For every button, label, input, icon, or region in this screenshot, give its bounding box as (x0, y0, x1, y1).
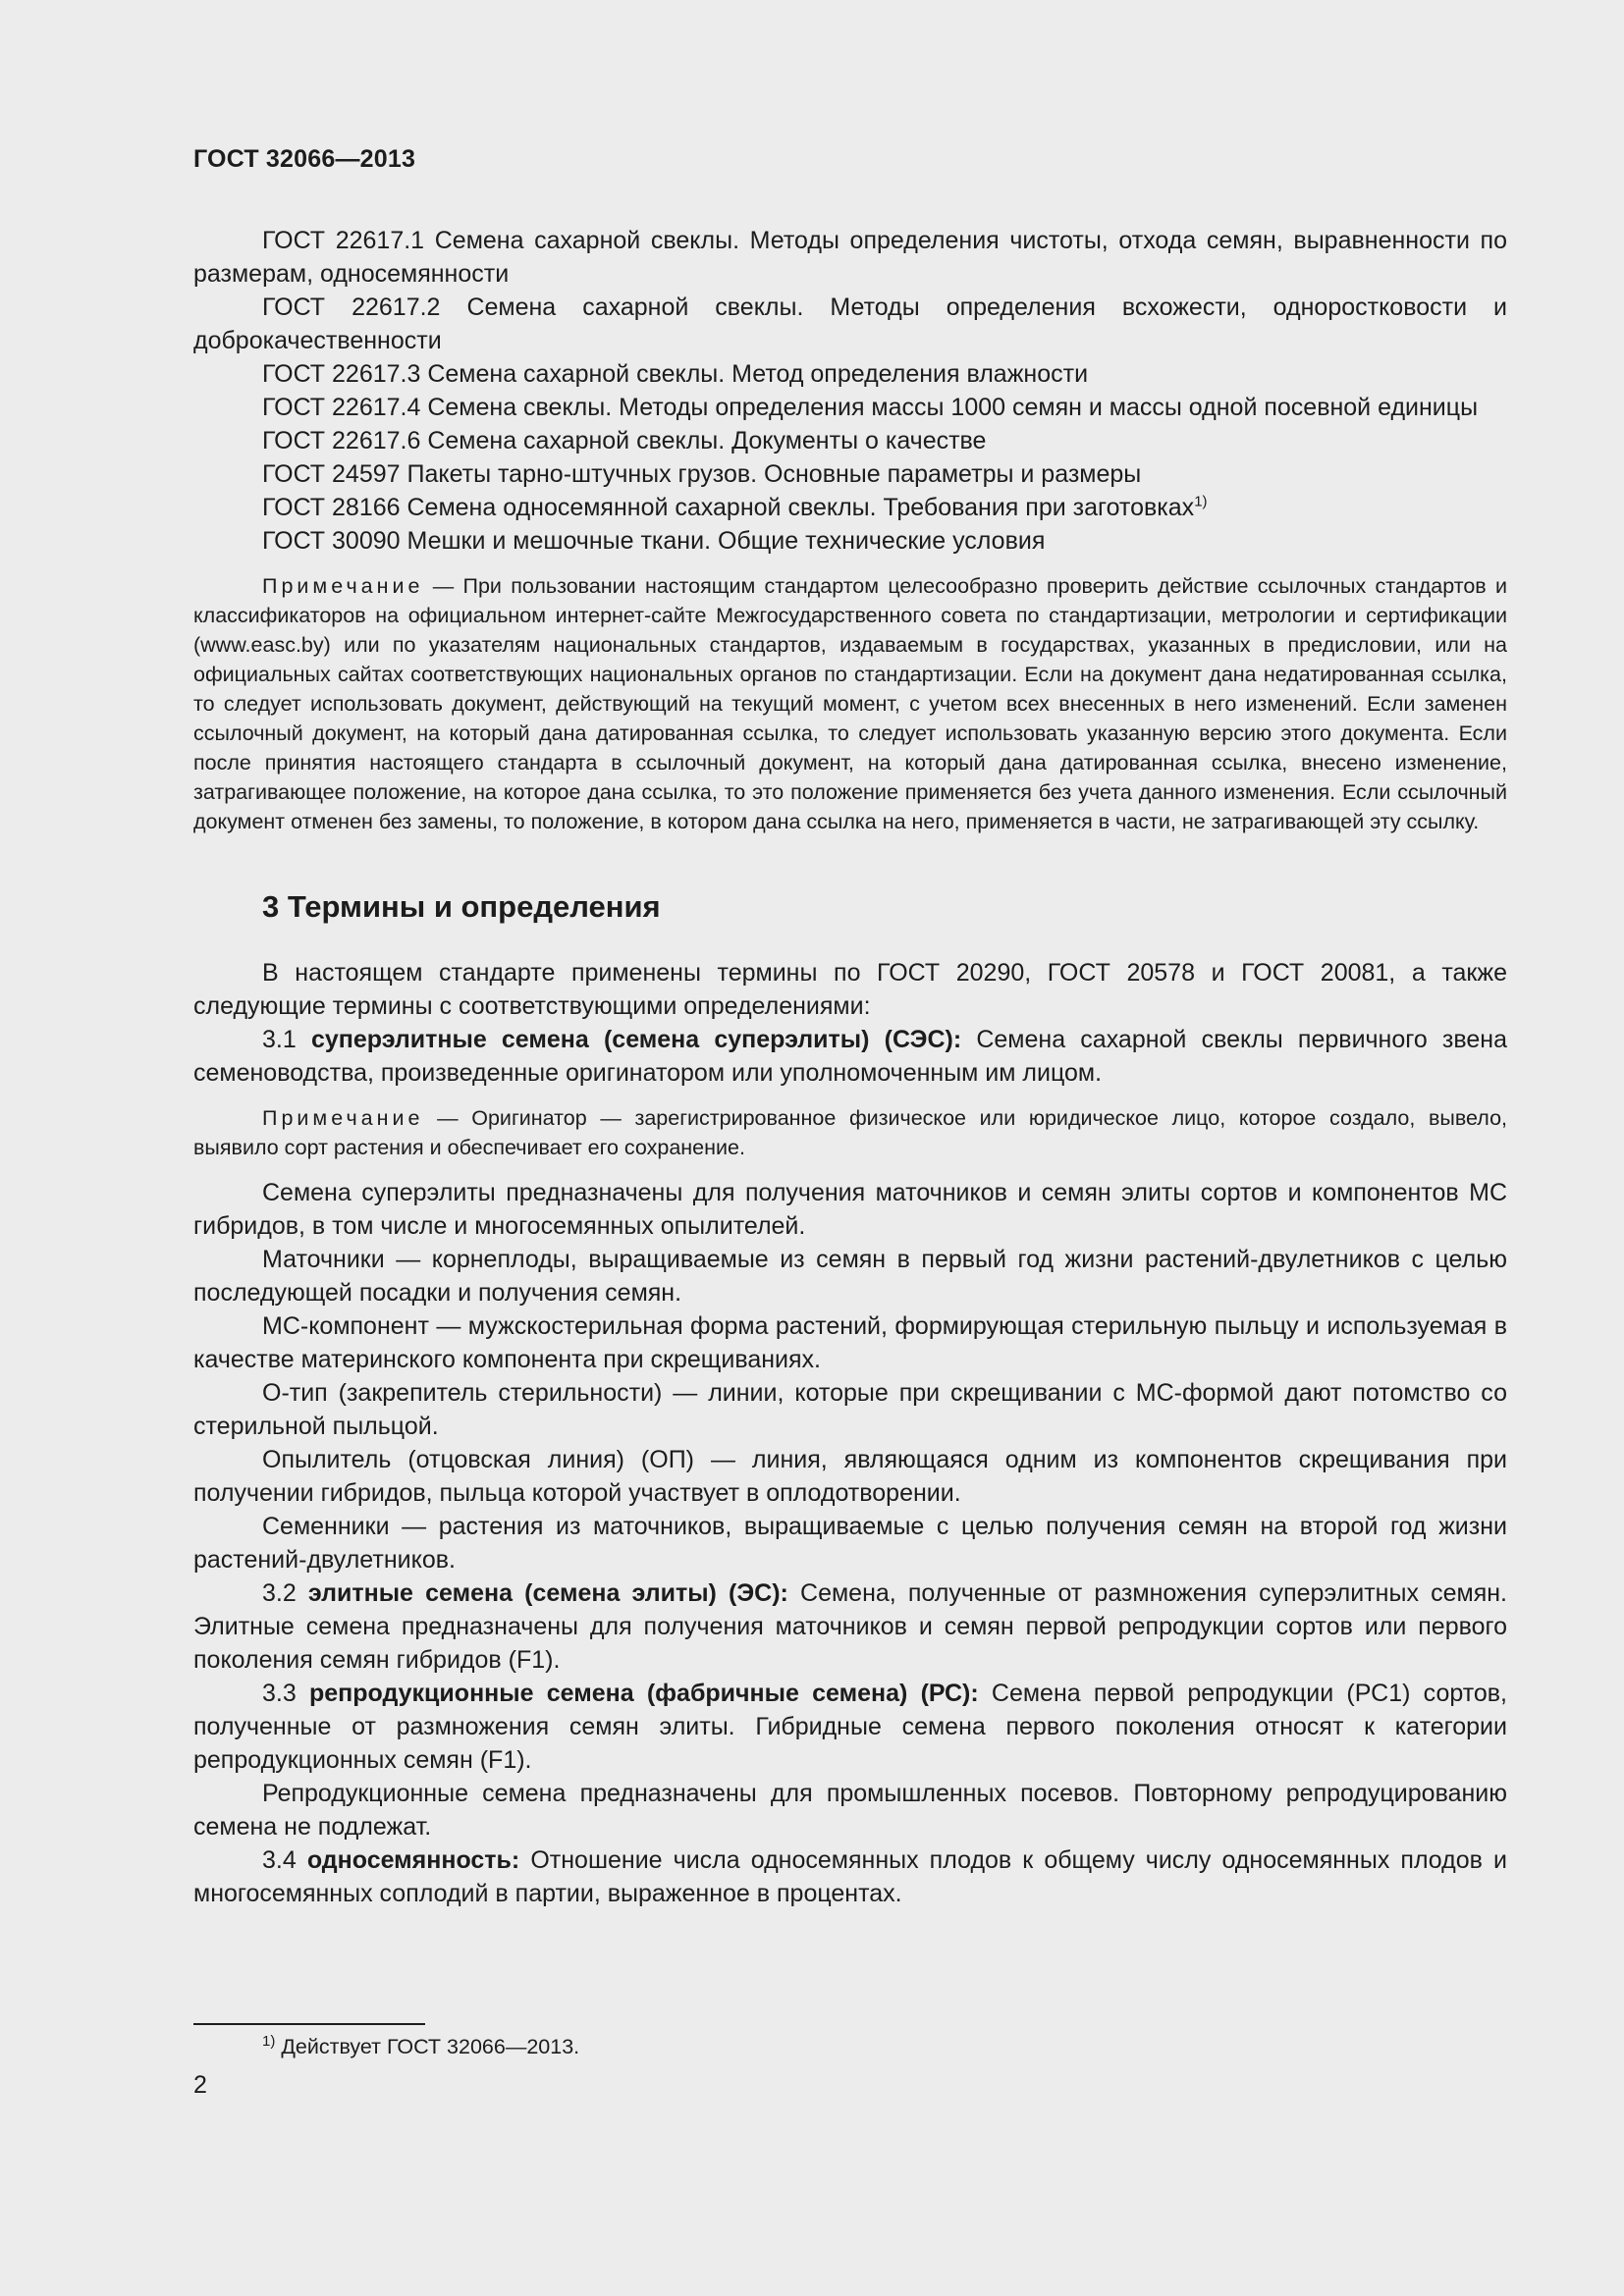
paragraph: О-тип (закрепитель стерильности) — линии, которые при скрещивании с МС-формой дают потомство со стерильной пыльцой. (193, 1379, 1507, 1440)
paragraph: Семена суперэлиты предназначены для получения маточников и семян элиты сортов и компонентов МС гибридов, в том числе и многосемянных опылителей. (193, 1179, 1507, 1240)
paragraph: Маточники — корнеплоды, выращиваемые из семян в первый год жизни растений-двулетников с целью последующей посадки и получения семян. (193, 1246, 1507, 1307)
term-definition: Отношение числа односемянных плодов к общему числу односемянных плодов и многосемянных соплодий в партии, выраженное в процентах. (193, 1846, 1507, 1907)
footnote-mark: 1) (262, 2032, 276, 2050)
footnote-mark: 1) (1194, 493, 1208, 510)
reference-item: ГОСТ 22617.6 Семена сахарной свеклы. Документы о качестве (262, 427, 987, 454)
term-3-1 (193, 1023, 1507, 1090)
note-originator (193, 1103, 1507, 1162)
term-definition: Семена, полученные от размножения суперэлитных семян. Элитные семена предназначены для получения маточников и семян первой репродукции сортов или первого поколения семян гибридов (F1). (193, 1579, 1507, 1674)
reference-item: ГОСТ 24597 Пакеты тарно-штучных грузов. Основные параметры и размеры (262, 460, 1142, 488)
note-text: При пользовании настоящим стандартом целесообразно проверить действие ссылочных стандартов и классификаторов на официальном интернет-сайте Межгосударственного совета по стандартизации, метрологии и сертификации (www.easc.by) или по указателям национальных стандартов, издаваемым в государствах, указанных в предисловии, или на официальных сайтах соответствующих национальных органов по стандартизации. Если на документ дана недатированная ссылка, то следует использовать документ, действующий на текущий момент, с учетом всех внесенных в него изменений. Если заменен ссылочный документ, на который дана датированная ссылка, то следует использовать указанную версию этого документа. Если после принятия настоящего стандарта в ссылочный документ, на который дана датированная ссылка, внесено изменение, затрагивающее положение, на которое дана ссылка, то это положение применяется без учета данного изменения. Если ссылочный документ отменен без замены, то положение, в котором дана ссылка на него, применяется в части, не затрагивающей эту ссылку. (193, 574, 1507, 833)
paragraph: Семенники — растения из маточников, выращиваемые с целью получения семян на второй год жизни растений-двулетников. (193, 1513, 1507, 1574)
term-3-3 (193, 1677, 1507, 1777)
reference-item: ГОСТ 22617.1 Семена сахарной свеклы. Методы определения чистоты, отхода семян, выравненности по размерам, односемянности (193, 227, 1507, 288)
term-name: односемянность: (306, 1846, 520, 1874)
reference-item: ГОСТ 22617.4 Семена свеклы. Методы определения массы 1000 семян и массы одной посевной единицы (262, 394, 1479, 421)
note-text: Оригинатор — зарегистрированное физическое или юридическое лицо, которое создало, вывело, выявило сорт растения и обеспечивает его сохранение. (193, 1106, 1507, 1159)
page-number: 2 (193, 2071, 207, 2099)
note-references (193, 571, 1507, 836)
term-definition: Семена сахарной свеклы первичного звена семеноводства, произведенные оригинатором или уполномоченным им лицом. (193, 1026, 1507, 1087)
footnote (262, 2032, 579, 2061)
term-name: репродукционные семена (фабричные семена) (РС): (308, 1680, 979, 1707)
reference-item: ГОСТ 30090 Мешки и мешочные ткани. Общие технические условия (262, 527, 1046, 555)
note-label: Примечание (262, 1106, 424, 1130)
footnote-text: Действует ГОСТ 32066—2013. (275, 2035, 580, 2058)
term-name: суперэлитные семена (семена суперэлиты) (СЭС): (310, 1026, 962, 1053)
reference-item: ГОСТ 22617.3 Семена сахарной свеклы. Метод определения влажности (262, 360, 1089, 388)
term-number: 3.2 (262, 1579, 308, 1607)
term-number: 3.4 (262, 1846, 307, 1874)
note-dash: — (423, 1106, 472, 1130)
reference-text: ГОСТ 28166 Семена односемянной сахарной свеклы. Требования при заготовках (262, 494, 1195, 521)
page-content (193, 224, 1507, 1910)
term-3-2 (193, 1576, 1507, 1677)
note-dash: — (423, 574, 463, 598)
term-name: элитные семена (семена элиты) (ЭС): (307, 1579, 788, 1607)
paragraph: Репродукционные семена предназначены для промышленных посевов. Повторному репродуцированию семена не подлежат. (193, 1780, 1507, 1841)
footnote-divider (193, 2023, 425, 2025)
term-definition: Семена первой репродукции (РС1) сортов, полученные от размножения семян элиты. Гибридные семена первого поколения относят к категории репродукционных семян (F1). (193, 1680, 1508, 1774)
paragraph: Опылитель (отцовская линия) (ОП) — линия, являющаяся одним из компонентов скрещивания при получении гибридов, пыльца которой участвует в оплодотворении. (193, 1446, 1507, 1507)
reference-item: ГОСТ 22617.2 Семена сахарной свеклы. Методы определения всхожести, одноростковости и доброкачественности (193, 294, 1507, 354)
document-header: ГОСТ 32066—2013 (193, 145, 416, 173)
term-3-4 (193, 1843, 1507, 1910)
reference-item-with-footnote (193, 491, 1507, 524)
section-title: 3 Термины и определения (262, 889, 661, 924)
paragraph: МС-компонент — мужскостерильная форма растений, формирующая стерильную пыльцу и используемая в качестве материнского компонента при скрещиваниях. (193, 1312, 1507, 1373)
term-number: 3.1 (262, 1026, 311, 1053)
section-intro: В настоящем стандарте применены термины по ГОСТ 20290, ГОСТ 20578 и ГОСТ 20081, а также следующие термины с соответствующими определениями: (193, 959, 1507, 1020)
term-number: 3.3 (262, 1680, 309, 1707)
note-label: Примечание (262, 574, 424, 598)
